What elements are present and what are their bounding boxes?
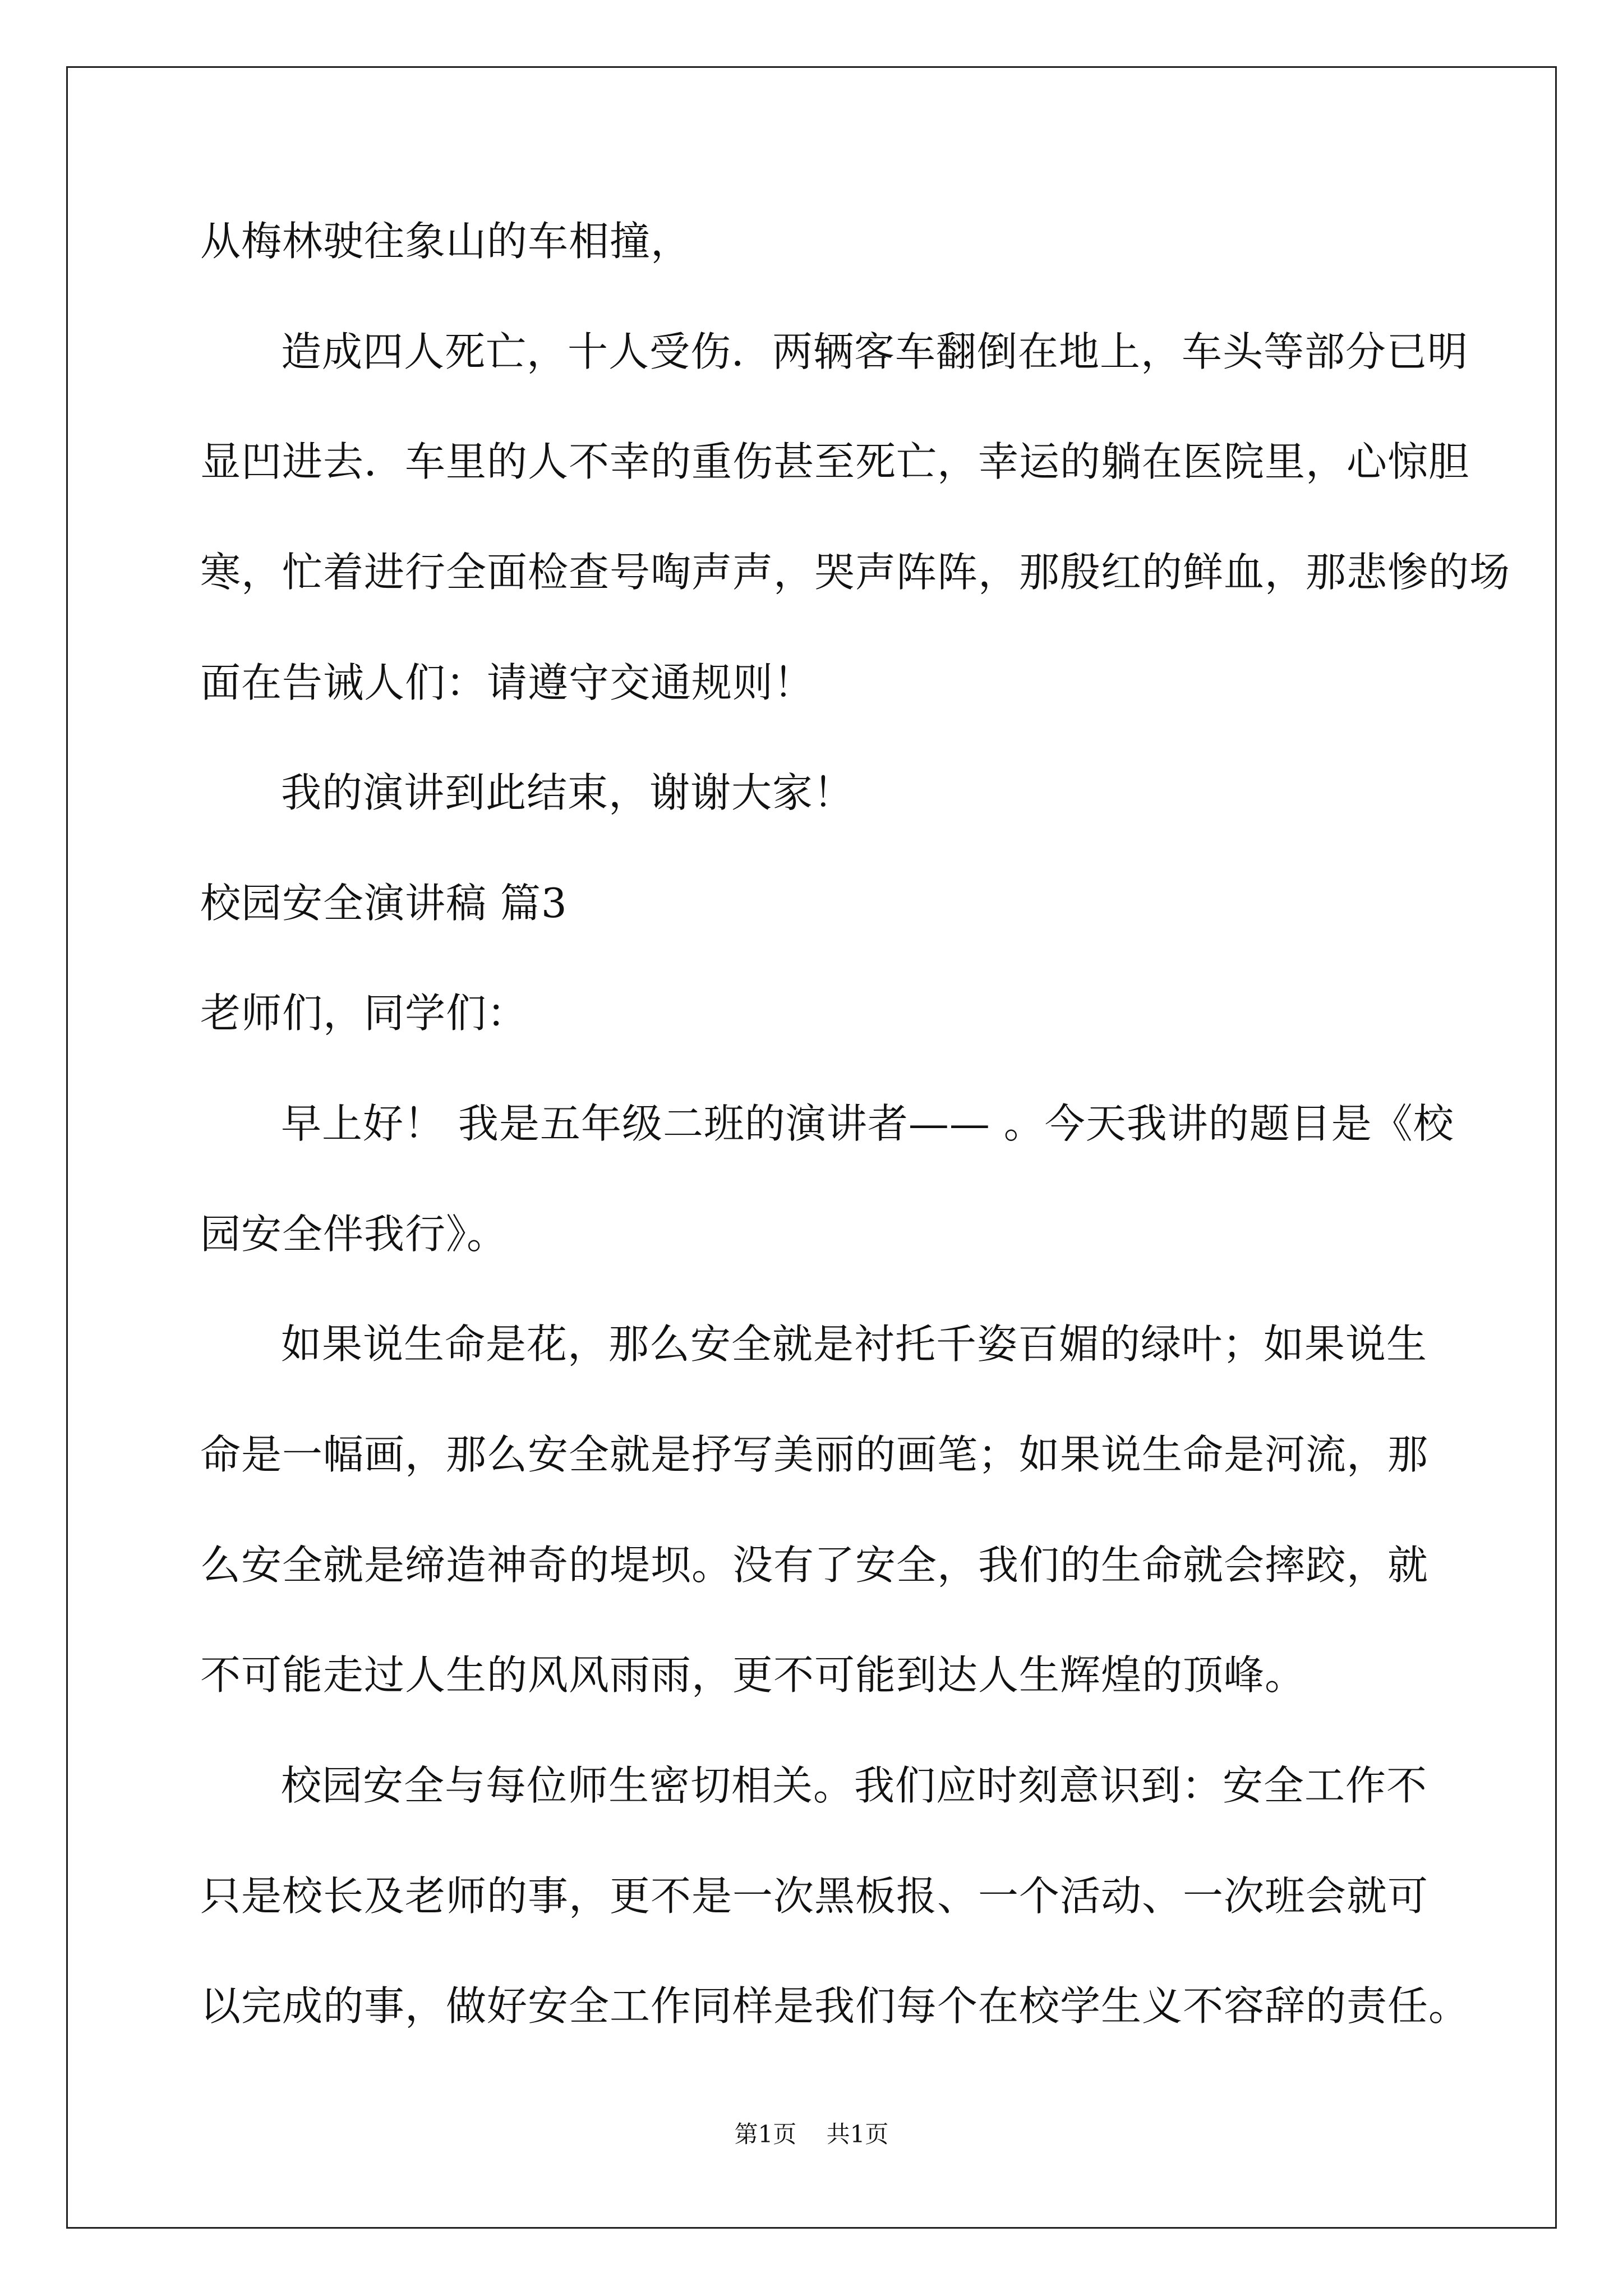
paragraph-responsibility-line-1: 校园安全与每位师生密切相关。我们应时刻意识到：安全工作不 [281,1762,1428,1809]
page-number-footer: 第1页 共1页 [734,2120,889,2148]
paragraph-metaphor-line-3: 么安全就是缔造神奇的堤坝。没有了安全，我们的生命就会摔跤，就 [200,1542,1429,1589]
text-line-continuation: 从梅林驶往象山的车相撞， [200,218,692,265]
paragraph-accident-line-1: 造成四人死亡，十人受伤．两辆客车翻倒在地上，车头等部分已明 [281,328,1469,375]
section-heading: 校园安全演讲稿 篇3 [200,880,568,927]
paragraph-metaphor-line-4: 不可能走过人生的风风雨雨，更不可能到达人生辉煌的顶峰。 [200,1651,1306,1699]
paragraph-accident-line-3: 寒，忙着进行全面检查号啕声声，哭声阵阵，那殷红的鲜血，那悲惨的场 [200,549,1511,596]
paragraph-responsibility-line-2: 只是校长及老师的事，更不是一次黑板报、一个活动、一次班会就可 [200,1872,1429,1920]
salutation: 老师们，同学们： [200,990,528,1037]
paragraph-metaphor-line-1: 如果说生命是花，那么安全就是衬托千姿百媚的绿叶；如果说生 [281,1320,1428,1368]
paragraph-intro-line-2: 园安全伴我行》。 [200,1211,508,1258]
paragraph-responsibility-line-3: 以完成的事，做好安全工作同样是我们每个在校学生义不容辞的责任。 [200,1982,1470,2030]
paragraph-intro-line-1: 早上好！ 我是五年级二班的演讲者—— 。今天我讲的题目是《校 [281,1100,1454,1147]
paragraph-accident-line-2: 显凹进去．车里的人不幸的重伤甚至死亡，幸运的躺在医院里，心惊胆 [200,438,1470,485]
paragraph-metaphor-line-2: 命是一幅画，那么安全就是抒写美丽的画笔；如果说生命是河流，那 [200,1431,1429,1478]
closing-sentence: 我的演讲到此结束，谢谢大家！ [281,769,855,816]
paragraph-accident-line-4: 面在告诫人们：请遵守交通规则！ [200,659,815,706]
